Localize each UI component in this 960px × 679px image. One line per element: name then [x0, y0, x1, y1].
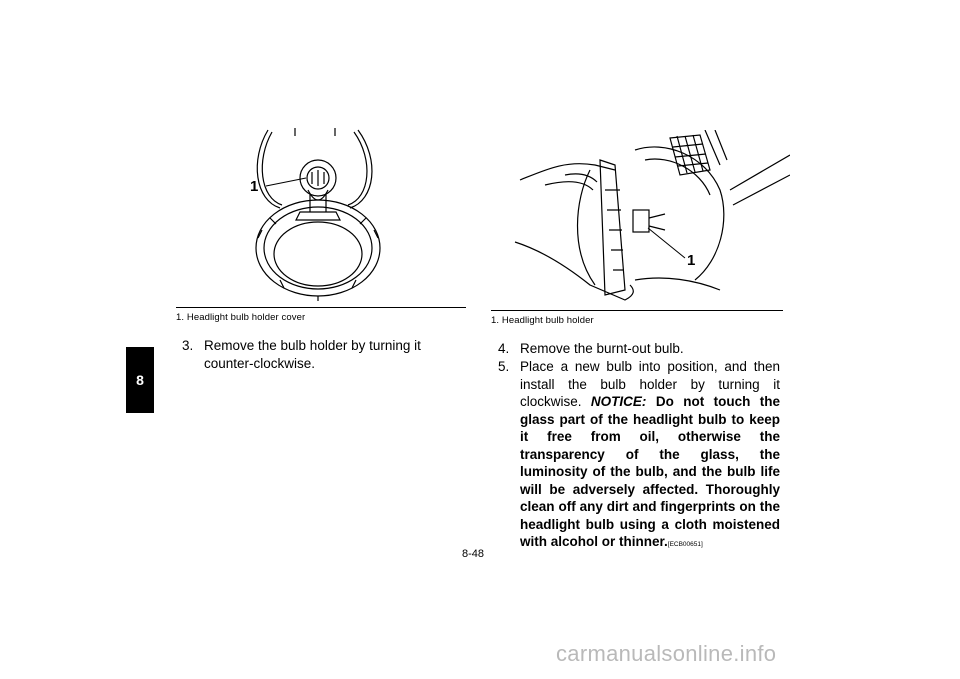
- figure-bulb-holder: [505, 130, 790, 310]
- bulb-holder-cover-illustration: [240, 120, 390, 305]
- step-5-text: Place a new bulb into position, and then install the bulb holder by turning it clockwise.: [520, 359, 780, 409]
- notice-text: Do not touch the glass part of the headlight bulb to keep it free from oil, otherwise the transparency of the glass, the luminosity of the bulb, and the bulb life will be adversely affected. Thoroughly clean off any dirt and fingerprints on the headlight bulb using a cloth moistened with alcohol or thinner.: [520, 394, 780, 549]
- bulb-holder-illustration: [505, 130, 790, 310]
- notice-code: [ECB00651]: [667, 541, 703, 548]
- step-3-text: Remove the bulb holder by turning it counter-clockwise.: [204, 338, 421, 371]
- watermark: carmanualsonline.info: [556, 641, 777, 666]
- step-5-body: [520, 358, 780, 554]
- step-4-text: Remove the burnt-out bulb.: [520, 341, 684, 356]
- chapter-number: 8: [136, 372, 144, 388]
- figure-left-callout: 1: [250, 178, 259, 195]
- chapter-tab: [126, 347, 154, 413]
- step-3-number: 3.: [182, 338, 194, 353]
- notice-label: NOTICE:: [590, 394, 647, 409]
- page-number: 8-48: [462, 548, 485, 560]
- step-4-number: 4.: [498, 341, 510, 356]
- figure-right-callout: 1: [687, 252, 696, 269]
- figure-right-caption: 1. Headlight bulb holder: [491, 310, 783, 326]
- figure-left-caption: 1. Headlight bulb holder cover: [176, 307, 466, 323]
- figure-bulb-holder-cover: [240, 120, 390, 305]
- step-5-number: 5.: [498, 359, 510, 374]
